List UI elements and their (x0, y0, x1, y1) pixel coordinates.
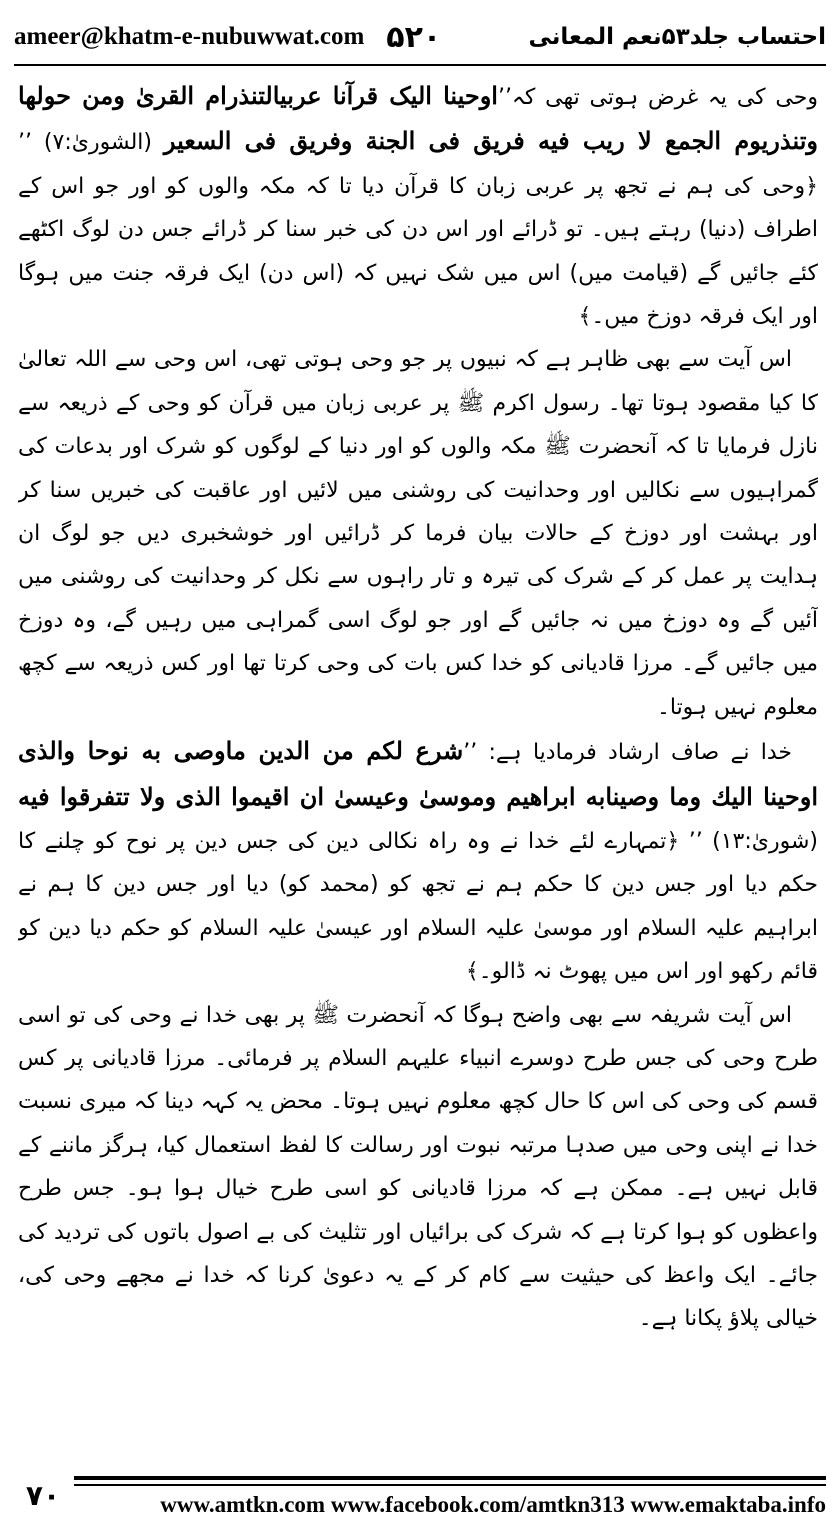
page-header (14, 14, 826, 60)
header-left (14, 20, 441, 55)
page-footer (14, 1472, 826, 1530)
footer-page-number: ۷۰ (25, 1478, 61, 1512)
footer-rule-thick (74, 1476, 826, 1480)
header-book-title: احتساب جلد۵۳نعم المعانی (528, 24, 826, 50)
page-body (18, 74, 818, 1464)
paragraph-3-intro: خدا نے صاف ارشاد فرمادیا ہے: ’’ (463, 740, 792, 766)
paragraph-2: اس آیت سے بھی ظاہر ہے کہ نبیوں پر جو وحی ہوتی تھی، اس وحی سے اللہ تعالیٰ کا کیا مقصود ہوتا تھا۔ رسول اکرم ﷺ پر عربی زبان میں قرآن کو وحی کے ذریعہ سے نازل فرمایا تا کہ آنحضرت ﷺ مکہ والوں کو اور دنیا کے لوگوں کو شرک اور بدعات کی گمراہیوں سے نکالیں اور وحدانیت کی روشنی میں لائیں اور عاقبت کی خبریں سنا کر اور بہشت اور دوزخ کے حالات بیان فرما کر ڈرائیں اور خوشخبری دیں جو لوگ ان ہدایت پر عمل کر کے شرک کی تیرہ و تار راہوں سے نکل کر وحدانیت کی روشنی میں آئیں گے وہ دوزخ میں نہ جائیں گے اور جو لوگ اسی گمراہی میں رہیں گے، وہ دوزخ میں جائیں گے۔ مرزا قادیانی کو خدا کس بات کی وحی کرتا تھا اور کس ذریعہ سے کچھ معلوم نہیں ہوتا۔ (18, 347, 818, 720)
header-email: ameer@khatm-e-nubuwwat.com (14, 23, 365, 50)
paragraph-1-intro: وحی کی یہ غرض ہوتی تھی کہ’’ (497, 85, 818, 110)
quran-verse-2: شرع لکم من الدین ماوصی به نوحا والذی اوحینا الیك وما وصینابه ابراهیم وموسیٰ وعیسیٰ ان اقیموا الذی ولا تتفرقوا فیه (18, 736, 818, 811)
footer-rule-thin (74, 1484, 826, 1486)
paragraph-1 (18, 74, 818, 338)
paragraph-3 (18, 729, 818, 993)
quran-verse-1: اوحینا الیک قرآنا عربیالتنذرام القریٰ ومن حولها وتنذریوم الجمع لا ریب فیه فریق فی الجنة وفریق فی السعیر (18, 81, 818, 156)
footer-website-links: www.amtkn.com www.facebook.com/amtkn313 www.emaktaba.info (160, 1492, 826, 1517)
header-page-number: ۵۲۰ (386, 19, 442, 55)
header-rule (14, 64, 826, 66)
paragraph-3-translation: (شوریٰ:۱۳) ’’ ﴿تمہارے لئے خدا نے وہ راہ نکالی دین کی جس دین پر نوح کو چلنے کا حکم دیا اور جس دین کا حکم ہم نے تجھ کو (محمد کو) دیا اور جس دین کا ہم نے ابراہیم علیہ السلام اور موسیٰ علیہ السلام اور عیسیٰ علیہ السلام کو حکم دیا دین کو قائم رکھو اور اس میں پھوٹ نہ ڈالو۔﴾ (18, 828, 818, 985)
paragraph-1-translation: (الشوریٰ:۷) ’’ ﴿وحی کی ہم نے تجھ پر عربی زبان کا قرآن دیا تا کہ مکہ والوں کو اور جو اس کے اطراف (دنیا) رہتے ہیں۔ تو ڈرائے اور اس دن کی خبر سنا کر ڈرائے جس دن لوگ اکٹھے کئے جائیں گے (قیامت میں) اس میں شک نہیں کہ (اس دن) ایک فرقہ جنت میں ہوگا اور ایک فرقہ دوزخ میں۔﴾ (18, 130, 818, 330)
paragraph-4: اس آیت شریفہ سے بھی واضح ہوگا کہ آنحضرت ﷺ پر بھی خدا نے وحی کی تو اسی طرح وحی کی جس طرح دوسرے انبیاء علیہم السلام پر فرمائی۔ مرزا قادیانی پر کس قسم کی وحی کی اس کا حال کچھ معلوم نہیں ہوتا۔ محض یہ کہہ دینا کہ میری نسبت خدا نے اپنی وحی میں صدہا مرتبہ نبوت اور رسالت کا لفظ استعمال کیا، ہرگز ماننے کے قابل نہیں ہے۔ ممکن ہے کہ مرزا قادیانی کو اسی طرح خیال ہوا ہو۔ جس طرح واعظوں کو ہوا کرتا ہے کہ شرک کی برائیاں اور تثلیث کی بے اصول باتوں کی تردید کی جائے۔ ایک واعظ کی حیثیت سے کام کر کے یہ دعویٰ کرنا کہ خدا نے مجھے وحی کی، خیالی پلاؤ پکانا ہے۔ (18, 1002, 818, 1332)
